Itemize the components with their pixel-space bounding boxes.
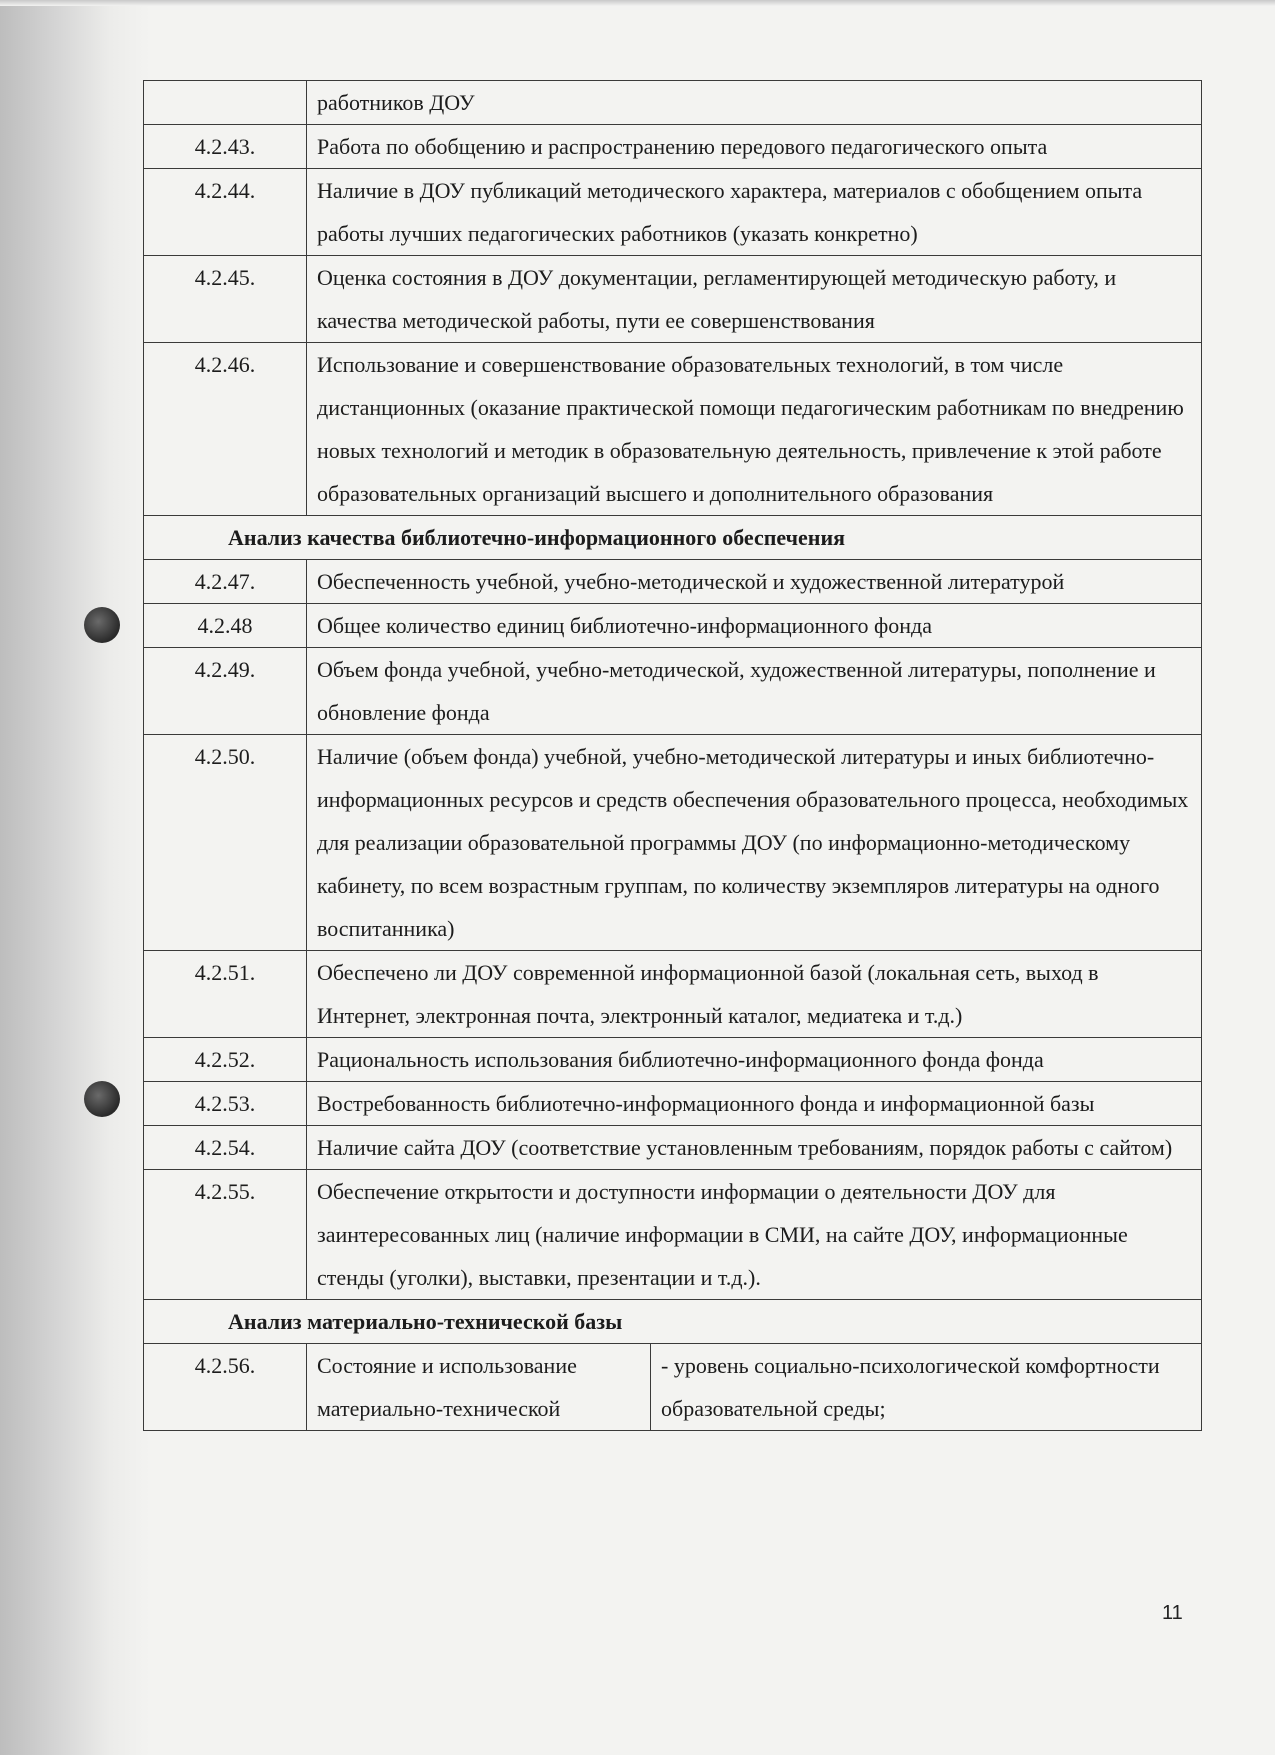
section-row — [144, 1300, 1202, 1344]
item-number: 4.2.49. — [144, 648, 307, 735]
item-text: Обеспеченность учебной, учебно-методической и художественной литературой — [307, 560, 1202, 604]
item-number — [144, 81, 307, 125]
item-number: 4.2.55. — [144, 1170, 307, 1300]
item-number: 4.2.45. — [144, 256, 307, 343]
table-row — [144, 1344, 1202, 1431]
table-row — [144, 81, 1202, 125]
item-number: 4.2.48 — [144, 604, 307, 648]
section-heading: Анализ материально-технической базы — [144, 1300, 1202, 1344]
item-text: Рациональность использования библиотечно-информационного фонда фонда — [307, 1038, 1202, 1082]
item-text: работников ДОУ — [307, 81, 1202, 125]
item-text: Востребованность библиотечно-информационного фонда и информационной базы — [307, 1082, 1202, 1126]
item-text: Состояние и использование материально-технической — [307, 1344, 651, 1431]
table-row — [144, 735, 1202, 951]
binder-shadow — [0, 0, 150, 1755]
binder-hole — [84, 607, 120, 643]
table-row — [144, 256, 1202, 343]
item-text: Наличие сайта ДОУ (соответствие установленным требованиям, порядок работы с сайтом) — [307, 1126, 1202, 1170]
item-text: Оценка состояния в ДОУ документации, регламентирующей методическую работу, и качества методической работы, пути ее совершенствования — [307, 256, 1202, 343]
item-number: 4.2.43. — [144, 125, 307, 169]
table-row — [144, 125, 1202, 169]
item-number: 4.2.47. — [144, 560, 307, 604]
item-number: 4.2.44. — [144, 169, 307, 256]
table-row — [144, 169, 1202, 256]
item-text: Объем фонда учебной, учебно-методической, художественной литературы, пополнение и обновление фонда — [307, 648, 1202, 735]
table-row — [144, 343, 1202, 516]
section-row — [144, 516, 1202, 560]
table-row — [144, 1038, 1202, 1082]
page-top-edge — [0, 0, 1275, 6]
item-text: Общее количество единиц библиотечно-информационного фонда — [307, 604, 1202, 648]
binder-hole — [84, 1081, 120, 1117]
item-text: Наличие в ДОУ публикаций методического характера, материалов с обобщением опыта работы лучших педагогических работников (указать конкретно) — [307, 169, 1202, 256]
item-number: 4.2.51. — [144, 951, 307, 1038]
item-text: Работа по обобщению и распространению передового педагогического опыта — [307, 125, 1202, 169]
table-row — [144, 951, 1202, 1038]
item-text: Обеспечение открытости и доступности информации о деятельности ДОУ для заинтересованных лиц (наличие информации в СМИ, на сайте ДОУ, информационные стенды (уголки), выставки, презентации и т.д.). — [307, 1170, 1202, 1300]
table-row — [144, 648, 1202, 735]
checklist-table — [143, 80, 1202, 1431]
page-number: 11 — [1162, 1602, 1183, 1624]
section-heading: Анализ качества библиотечно-информационного обеспечения — [144, 516, 1202, 560]
item-criterion: - уровень социально-психологической комфортности образовательной среды; — [651, 1344, 1202, 1431]
item-number: 4.2.54. — [144, 1126, 307, 1170]
item-number: 4.2.56. — [144, 1344, 307, 1431]
item-number: 4.2.53. — [144, 1082, 307, 1126]
item-number: 4.2.46. — [144, 343, 307, 516]
table-row — [144, 604, 1202, 648]
item-text: Использование и совершенствование образовательных технологий, в том числе дистанционных (оказание практической помощи педагогическим работникам по внедрению новых технологий и методик в образовательную деятельность, привлечение к этой работе образовательных организаций высшего и дополнительного образования — [307, 343, 1202, 516]
table-row — [144, 1082, 1202, 1126]
table-row — [144, 560, 1202, 604]
table-row — [144, 1126, 1202, 1170]
item-text: Обеспечено ли ДОУ современной информационной базой (локальная сеть, выход в Интернет, электронная почта, электронный каталог, медиатека и т.д.) — [307, 951, 1202, 1038]
table-row — [144, 1170, 1202, 1300]
item-number: 4.2.52. — [144, 1038, 307, 1082]
item-text: Наличие (объем фонда) учебной, учебно-методической литературы и иных библиотечно-информационных ресурсов и средств обеспечения образовательного процесса, необходимых для реализации образовательной программы ДОУ (по информационно-методическому кабинету, по всем возрастным группам, по количеству экземпляров литературы на одного воспитанника) — [307, 735, 1202, 951]
item-number: 4.2.50. — [144, 735, 307, 951]
